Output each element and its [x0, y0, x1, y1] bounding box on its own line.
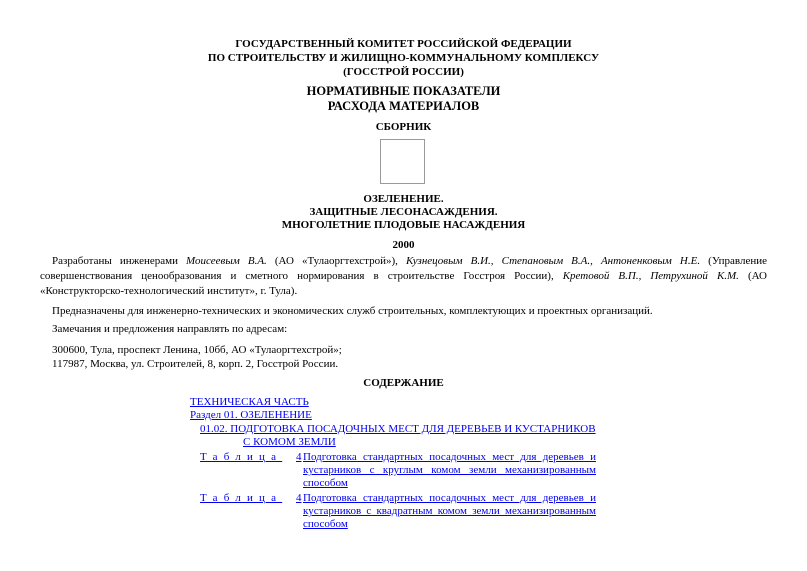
contents-heading: СОДЕРЖАНИЕ — [363, 377, 444, 389]
toc-table-1-number[interactable]: 4 — [296, 451, 302, 463]
subject-line-1: ОЗЕЛЕНЕНИЕ. — [363, 193, 444, 205]
developers-text-4: (АО «Конструкторско-технологический институт», г. Тула). — [40, 270, 767, 297]
remarks-paragraph: Замечания и предложения направлять по адресам: — [52, 323, 288, 335]
collection-label: СБОРНИК — [375, 121, 432, 133]
doc-title-line-1: НОРМАТИВНЫЕ ПОКАЗАТЕЛИ — [306, 84, 501, 98]
address-1: 300600, Тула, проспект Ленина, 10бб, АО «Тулаоргтехстрой»; — [52, 344, 342, 356]
address-2: 117987, Москва, ул. Строителей, 8, корп. 2, Госстрой России. — [52, 358, 339, 370]
toc-subsection-0102[interactable] — [200, 423, 596, 436]
header-line-3: (ГОССТРОЙ РОССИИ) — [343, 66, 464, 78]
subject-line-3: МНОГОЛЕТНИЕ ПЛОДОВЫЕ НАСАЖДЕНИЯ — [281, 219, 526, 231]
subject-line-2: ЗАЩИТНЫЕ ЛЕСОНАСАЖДЕНИЯ. — [309, 206, 498, 218]
developer-names-2: Кузнецовым В.И., Степановым В.А., Антоненковым Н.Е. — [405, 255, 701, 267]
toc-subsection-0102-link-cont[interactable]: С КОМОМ ЗЕМЛИ — [243, 436, 336, 448]
toc-section-01[interactable] — [190, 409, 312, 422]
toc-table-2-number[interactable]: 4 — [296, 492, 302, 504]
toc-table-2-link[interactable]: Подготовка стандартных посадочных мест для деревьев и кустарников с квадратным комом земли механизированным способом — [303, 492, 596, 530]
toc-section-01-link[interactable]: Раздел 01. ОЗЕЛЕНЕНИЕ — [190, 409, 312, 421]
purpose-paragraph: Предназначены для инженерно-технических и экономических служб строительных, комплектующих и проектных организаций. — [52, 305, 653, 317]
developers-text-2: (АО «Тулаоргтехстрой»), — [266, 255, 406, 267]
toc-technical-part[interactable] — [190, 396, 309, 409]
image-placeholder — [380, 139, 425, 184]
developers-text-3: (Управление совершенствования ценообразования и сметного нормирования в строительстве Госстроя России), — [40, 255, 767, 282]
doc-title-line-2: РАСХОДА МАТЕРИАЛОВ — [327, 99, 480, 113]
toc-table-1-link[interactable]: Подготовка стандартных посадочных мест для деревьев и кустарников с круглым комом земли механизированным способом — [303, 451, 596, 489]
header-line-1: ГОСУДАРСТВЕННЫЙ КОМИТЕТ РОССИЙСКОЙ ФЕДЕРАЦИИ — [235, 38, 572, 50]
toc-table-1-label[interactable]: Таблица — [200, 451, 283, 463]
developer-names-3: Кретовой В.П., Петрухиной К.М. — [562, 270, 739, 282]
toc-subsection-0102-link[interactable]: 01.02. ПОДГОТОВКА ПОСАДОЧНЫХ МЕСТ ДЛЯ ДЕРЕВЬЕВ И КУСТАРНИКОВ — [200, 423, 596, 435]
header-line-2: ПО СТРОИТЕЛЬСТВУ И ЖИЛИЩНО-КОММУНАЛЬНОМУ КОМПЛЕКСУ — [207, 52, 600, 64]
toc-table-2-label[interactable]: Таблица — [200, 492, 283, 504]
toc-technical-part-link[interactable]: ТЕХНИЧЕСКАЯ ЧАСТЬ — [190, 396, 309, 408]
year: 2000 — [392, 239, 415, 251]
developers-paragraph — [40, 254, 767, 299]
developer-name-1: Моисеевым В.А. — [186, 255, 267, 267]
developers-text-1: Разработаны инженерами — [52, 255, 187, 267]
toc-subsection-0102-cont[interactable] — [243, 436, 336, 449]
